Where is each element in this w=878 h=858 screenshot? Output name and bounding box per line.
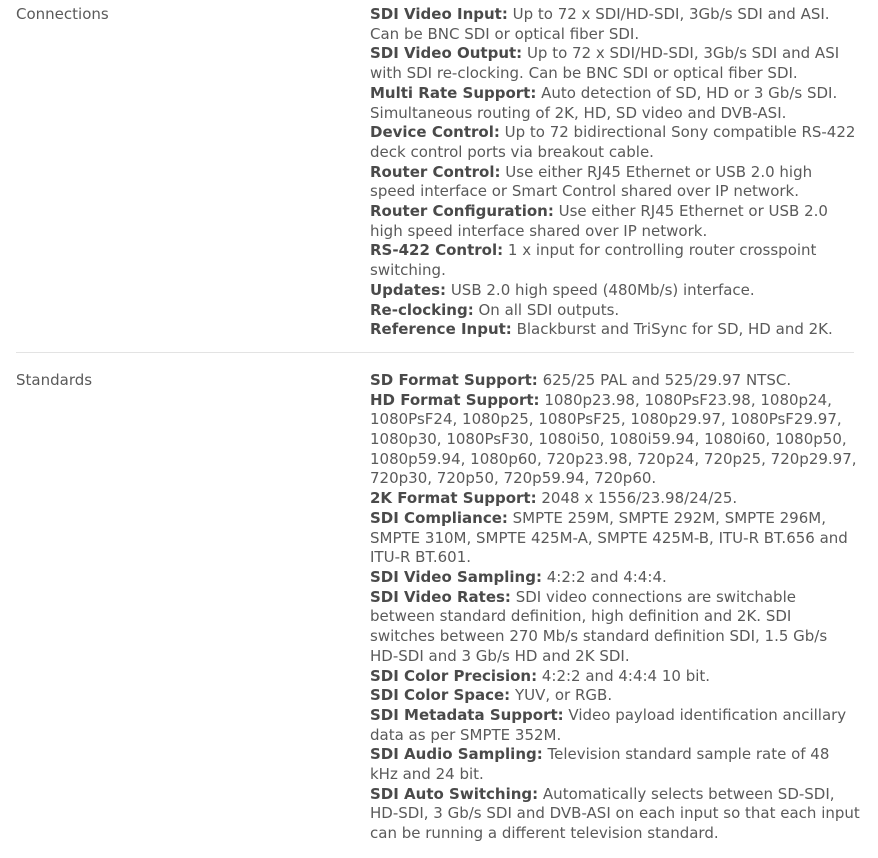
spec-item-sdi-video-sampling bbox=[370, 568, 860, 588]
spec-item-sd-format-support bbox=[370, 371, 860, 391]
spec-row-connections bbox=[0, 0, 878, 340]
spec-key: SDI Color Precision: bbox=[370, 666, 538, 685]
spec-value: 4:2:2 and 4:4:4 10 bit. bbox=[537, 666, 711, 685]
spec-list-standards bbox=[370, 371, 860, 844]
spec-item-sdi-color-space bbox=[370, 686, 860, 706]
spec-value: Auto detection of SD, HD or 3 Gb/s SDI. Simultaneous routing of 2K, HD, SD video and DVB-ASI. bbox=[370, 83, 838, 122]
spec-row-standards bbox=[0, 353, 878, 844]
spec-key: SDI Video Output: bbox=[370, 44, 523, 63]
spec-key: Re-clocking: bbox=[370, 300, 474, 319]
spec-item-updates bbox=[370, 281, 860, 301]
spec-value: 2048 x 1556/23.98/24/25. bbox=[536, 489, 738, 508]
spec-key: Router Configuration: bbox=[370, 202, 554, 221]
spec-item-multi-rate-support bbox=[370, 84, 860, 123]
spec-value: Up to 72 bidirectional Sony compatible RS-422 deck control ports via breakout cable. bbox=[370, 123, 856, 161]
spec-key: Device Control: bbox=[370, 123, 500, 142]
spec-value: On all SDI outputs. bbox=[473, 300, 620, 319]
spec-label-connections: Connections bbox=[16, 5, 109, 23]
spec-item-2k-format-support bbox=[370, 489, 860, 509]
spec-item-sdi-video-rates bbox=[370, 588, 860, 667]
spec-item-reference-input bbox=[370, 320, 860, 340]
spec-label-standards: Standards bbox=[16, 370, 93, 389]
spec-key: Router Control: bbox=[370, 162, 501, 181]
spec-item-sdi-compliance bbox=[370, 509, 860, 568]
spec-key: Multi Rate Support: bbox=[370, 83, 537, 102]
spec-value: 625/25 PAL and 525/29.97 NTSC. bbox=[537, 370, 792, 389]
spec-item-hd-format-support bbox=[370, 391, 860, 490]
spec-key: HD Format Support: bbox=[370, 390, 540, 409]
spec-item-router-configuration bbox=[370, 202, 860, 241]
spec-key: SDI Compliance: bbox=[370, 508, 508, 527]
spec-value: Blackburst and TriSync for SD, HD and 2K. bbox=[511, 320, 833, 339]
spec-item-router-control bbox=[370, 163, 860, 202]
spec-item-sdi-color-precision bbox=[370, 667, 860, 687]
spec-key: Updates: bbox=[370, 280, 447, 299]
spec-value: 1080p23.98, 1080PsF23.98, 1080p24, 1080PsF24, 1080p25, 1080PsF25, 1080p29.97, 1080PsF29.97, 1080p30, 1080PsF30, 1080i50, 1080i59.94, 1080i60, 1080p50, 1080p59.94, 1080p60, 720p23.98, 720p24, 720p25, 720p29.97, 720p30, 720p50, 720p59.94, 720p60. bbox=[370, 390, 857, 488]
spec-value: Up to 72 x SDI/HD-SDI, 3Gb/s SDI and ASI with SDI re-clocking. Can be BNC SDI or optical fiber SDI. bbox=[370, 44, 840, 83]
spec-item-sdi-auto-switching bbox=[370, 785, 860, 844]
spec-key: 2K Format Support: bbox=[370, 489, 537, 508]
spec-key: SDI Video Rates: bbox=[370, 587, 511, 606]
spec-list-connections bbox=[370, 5, 860, 340]
spec-item-sdi-video-output bbox=[370, 44, 860, 83]
spec-item-re-clocking bbox=[370, 301, 860, 321]
spec-key: SDI Video Input: bbox=[370, 5, 508, 23]
spec-key: SDI Color Space: bbox=[370, 686, 511, 705]
spec-key: SDI Metadata Support: bbox=[370, 705, 564, 724]
spec-key: SDI Auto Switching: bbox=[370, 784, 539, 803]
spec-value: SDI video connections are switchable between standard definition, high definition and 2K. SDI switches between 270 Mb/s standard definition SDI, 1.5 Gb/s HD-SDI and 3 Gb/s HD and 2K SDI. bbox=[370, 587, 828, 665]
spec-value: 1 x input for controlling router crosspoint switching. bbox=[370, 241, 817, 280]
spec-key: RS-422 Control: bbox=[370, 241, 504, 260]
spec-item-device-control bbox=[370, 123, 860, 162]
spec-key: SD Format Support: bbox=[370, 370, 538, 389]
spec-value: Use either RJ45 Ethernet or USB 2.0 high speed interface or Smart Control shared over IP network. bbox=[370, 162, 813, 201]
spec-key: Reference Input: bbox=[370, 320, 512, 339]
spec-value: USB 2.0 high speed (480Mb/s) interface. bbox=[446, 280, 755, 299]
spec-value: YUV, or RGB. bbox=[510, 686, 613, 705]
spec-value: Video payload identification ancillary data as per SMPTE 352M. bbox=[370, 705, 847, 744]
spec-item-sdi-audio-sampling bbox=[370, 745, 860, 784]
spec-value: Use either RJ45 Ethernet or USB 2.0 high speed interface shared over IP network. bbox=[370, 202, 828, 240]
spec-value: SMPTE 259M, SMPTE 292M, SMPTE 296M, SMPTE 310M, SMPTE 425M-A, SMPTE 425M-B, ITU-R BT.656 and ITU-R BT.601. bbox=[370, 508, 848, 567]
spec-item-sdi-video-input bbox=[370, 5, 860, 44]
spec-key: SDI Audio Sampling: bbox=[370, 745, 543, 764]
spec-value: Automatically selects between SD-SDI, HD-SDI, 3 Gb/s SDI and DVB-ASI on each input so that each input can be running a different television standard. bbox=[370, 784, 860, 843]
spec-item-sdi-metadata-support bbox=[370, 706, 860, 745]
spec-value: 4:2:2 and 4:4:4. bbox=[541, 567, 667, 586]
spec-key: SDI Video Sampling: bbox=[370, 567, 542, 586]
spec-value: Up to 72 x SDI/HD-SDI, 3Gb/s SDI and ASI. Can be BNC SDI or optical fiber SDI. bbox=[370, 5, 830, 43]
spec-item-rs422-control bbox=[370, 241, 860, 280]
spec-value: Television standard sample rate of 48 kHz and 24 bit. bbox=[370, 745, 830, 784]
